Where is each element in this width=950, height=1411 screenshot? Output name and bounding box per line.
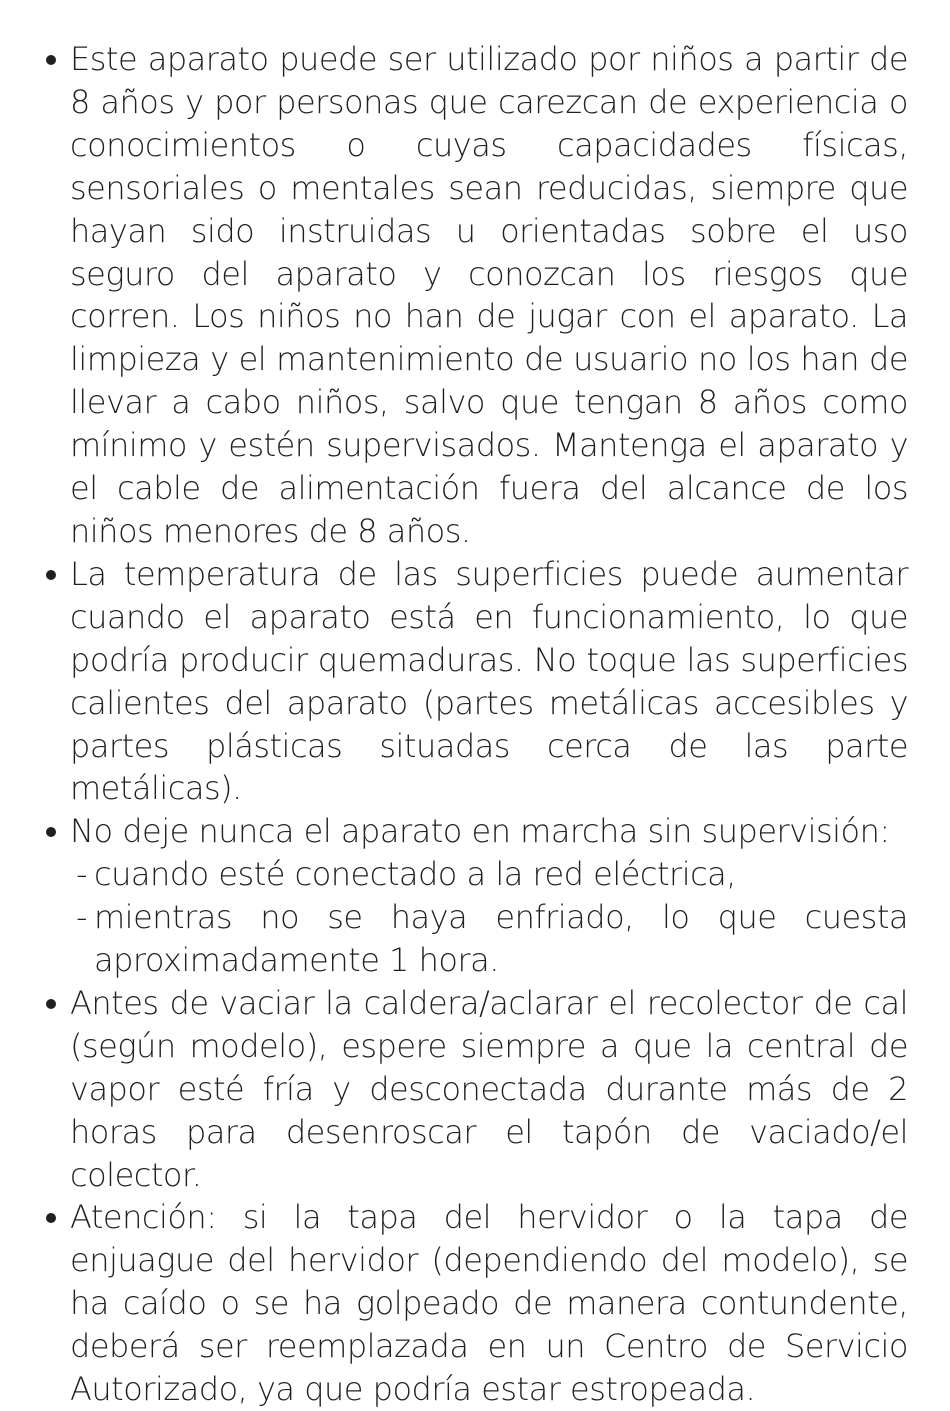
bullet-icon: [46, 827, 56, 837]
list-item-children-use: [46, 38, 908, 553]
sublist-item-text: cuando esté conectado a la red eléctrica,: [94, 855, 736, 894]
sublist-item-connected: [70, 853, 908, 896]
list-item-text: Antes de vaciar la caldera/aclarar el recolector de cal (según modelo), espere siempre a que la central de vapor esté fría y desconectada durante más de 2 horas para desenroscar el tapón de vaciado/el colector.: [70, 983, 908, 1194]
bullet-icon: [46, 570, 56, 580]
dash-icon: -: [76, 855, 88, 894]
list-item-text: La temperatura de las superficies puede aumentar cuando el aparato está en funcionamiento, lo que podría producir quemaduras. No toque las superficies calientes del aparato (partes metálicas accesibles y partes plásticas situadas cerca de las parte metálicas).: [70, 554, 908, 808]
list-item-text: No deje nunca el aparato en marcha sin supervisión:: [70, 812, 890, 851]
list-item-text: Atención: si la tapa del hervidor o la tapa de enjuague del hervidor (dependiendo del modelo), se ha caído o se ha golpeado de manera contundente, deberá ser reemplazada en un Centro de Servicio Autorizado, ya que podría estar estropeada.: [70, 1198, 908, 1409]
sublist-item-cooling: [70, 896, 908, 982]
sublist-item-text: mientras no se haya enfriado, lo que cuesta aproximadamente 1 hora.: [94, 898, 908, 980]
safety-instructions-list: [46, 38, 908, 1411]
list-item-attention-lid: [46, 1196, 908, 1411]
bullet-icon: [46, 999, 56, 1009]
list-item-text: Este aparato puede ser utilizado por niños a partir de 8 años y por personas que carezcan de experiencia o conocimientos o cuyas capacidades físicas, sensoriales o mentales sean reducidas, siempre que hayan sido instruidas u orientadas sobre el uso seguro del aparato y conozcan los riesgos que corren. Los niños no han de jugar con el aparato. La limpieza y el mantenimiento de usuario no los han de llevar a cabo niños, salvo que tengan 8 años como mínimo y estén supervisados. Mantenga el aparato y el cable de alimentación fuera del alcance de los niños menores de 8 años.: [70, 40, 908, 550]
list-item-surface-temperature: [46, 553, 908, 810]
supervision-sublist: [70, 853, 908, 982]
list-item-supervision: [46, 810, 908, 982]
bullet-icon: [46, 1213, 56, 1223]
dash-icon: -: [76, 898, 88, 937]
bullet-icon: [46, 55, 56, 65]
list-item-emptying-boiler: [46, 982, 908, 1197]
